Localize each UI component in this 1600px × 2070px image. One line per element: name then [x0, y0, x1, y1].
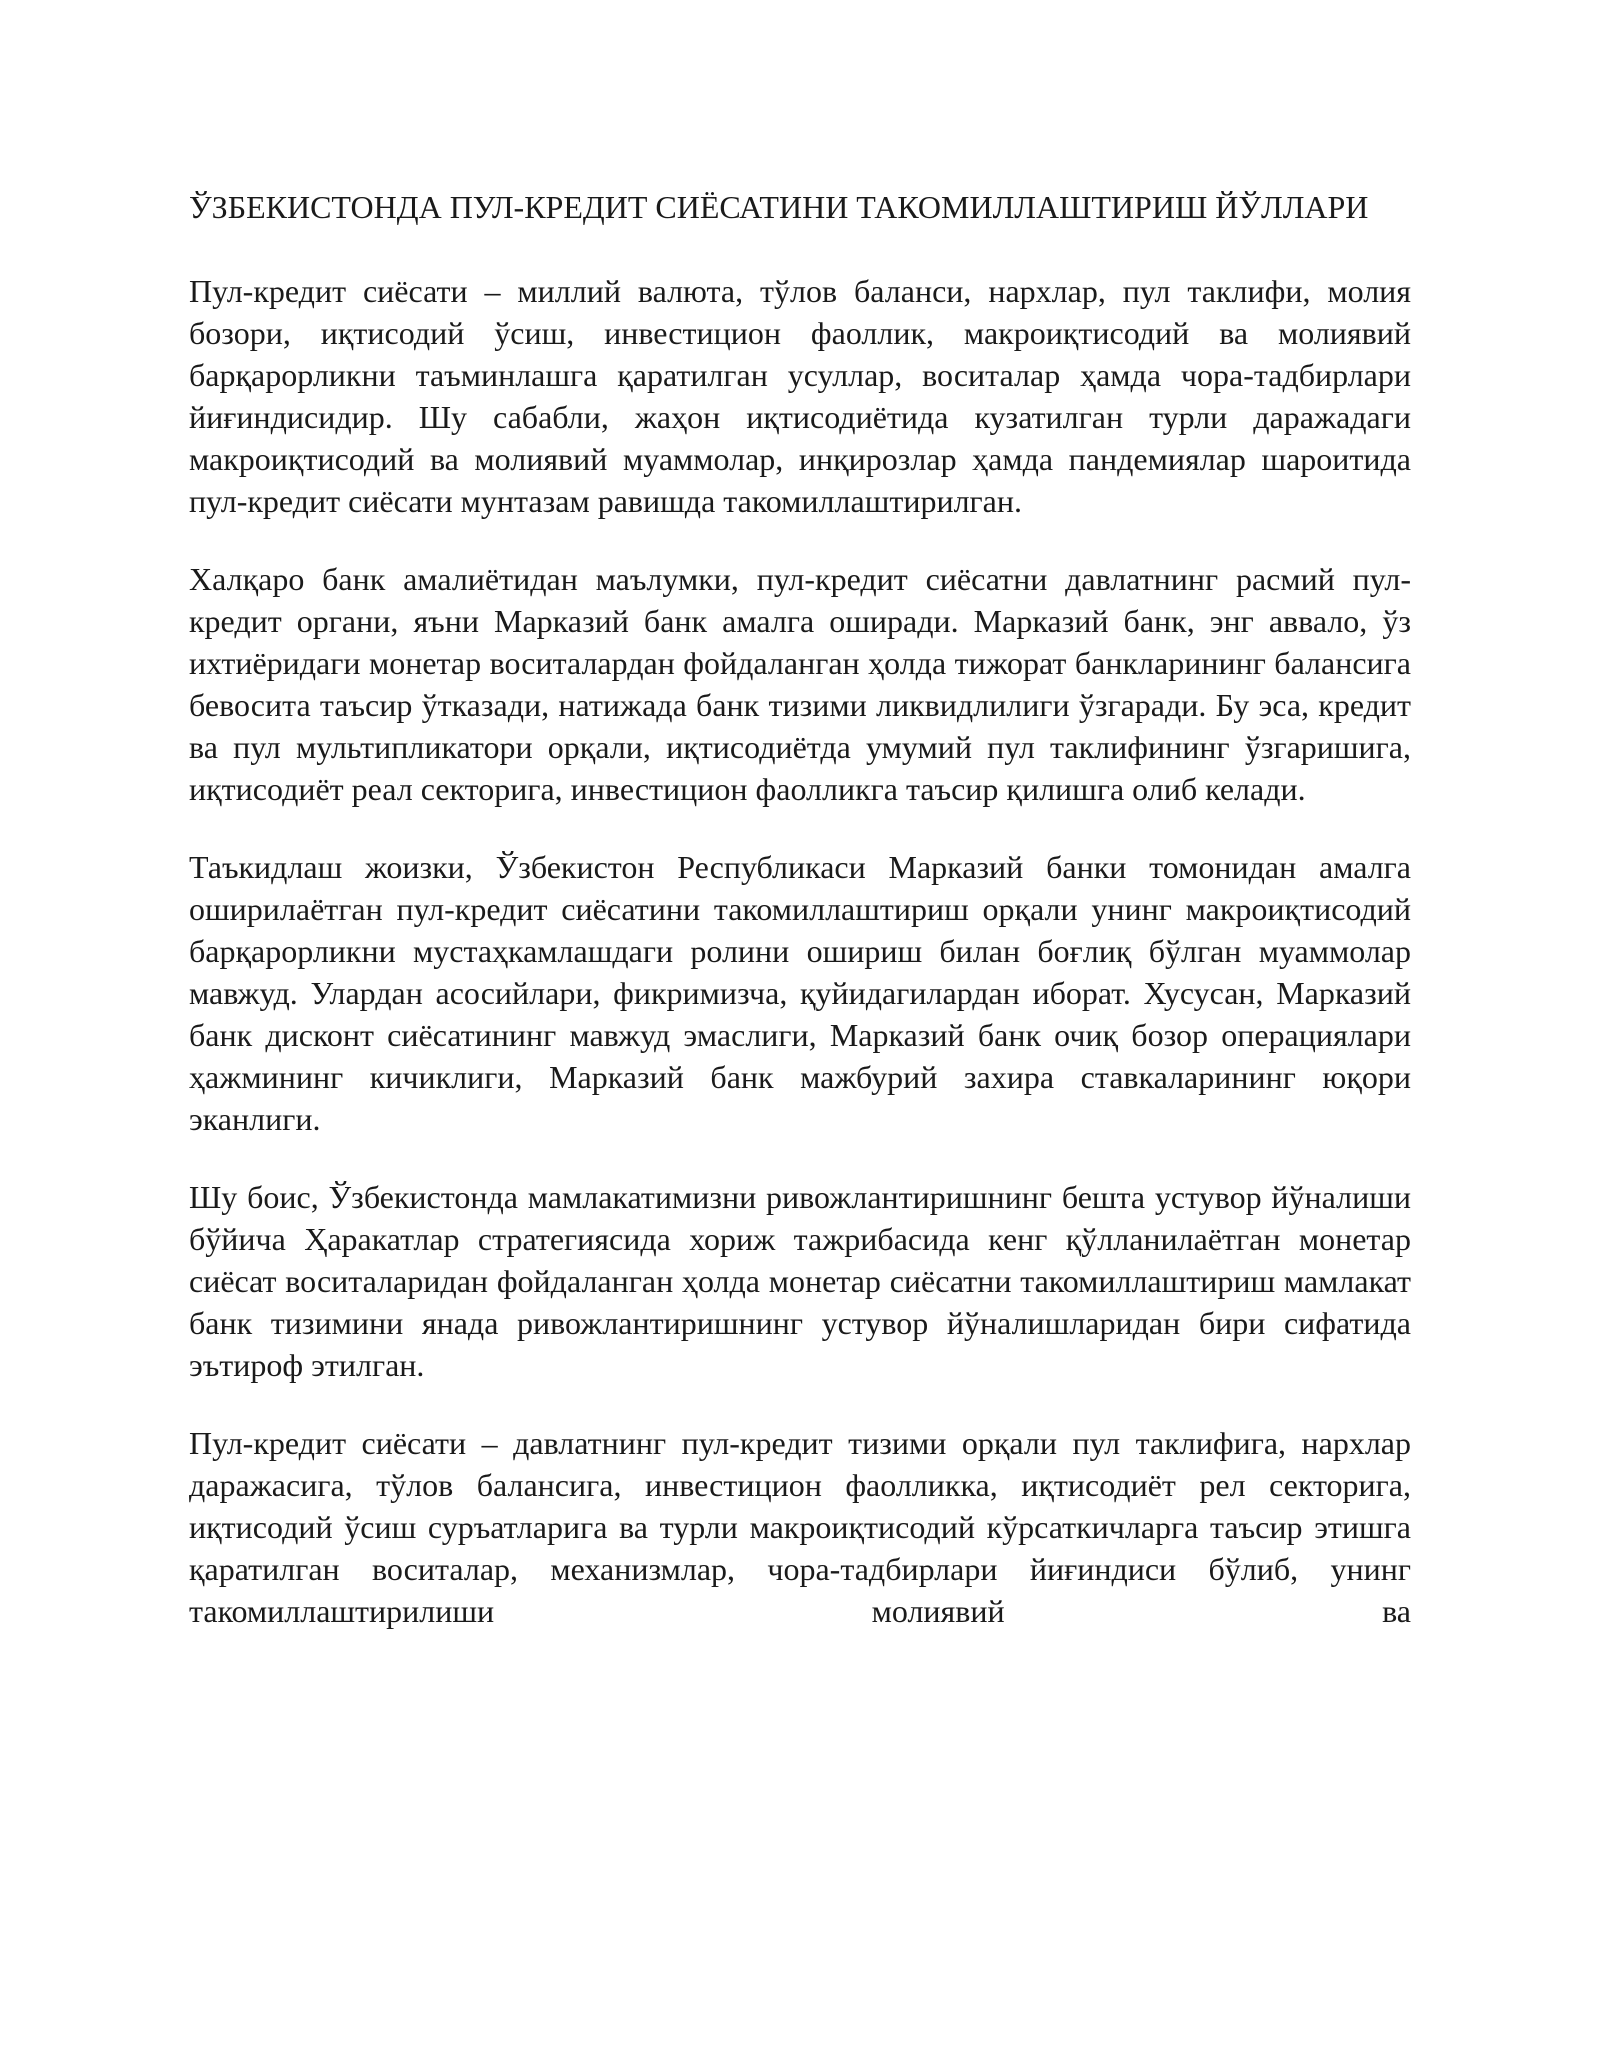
paragraph-4: Шу боис, Ўзбекистонда мамлакатимизни ривожлантиришнинг бешта устувор йўналиши бўйича Ҳаракатлар стратегиясида хориж тажрибасида кенг қўлланилаётган монетар сиёсат воситаларидан фойдаланган ҳолда монетар сиёсатни такомиллаштириш мамлакат банк тизимини янада ривожлантиришнинг устувор йўналишларидан бири сифатида эътироф этилган. [189, 1179, 1411, 1383]
paragraph-3: Таъкидлаш жоизки, Ўзбекистон Республикаси Марказий банки томонидан амалга оширилаётган пул-кредит сиёсатини такомиллаштириш орқали унинг макроиқтисодий барқарорликни мустаҳкамлашдаги ролини ошириш билан боғлиқ бўлган муаммолар мавжуд. Улардан асосийлари, фикримизча, қуйидагилардан иборат. Хусусан, Марказий банк дисконт сиёсатининг мавжуд эмаслиги, Марказий банк очиқ бозор операциялари ҳажмининг кичиклиги, Марказий банк мажбурий захира ставкаларининг юқори эканлиги. [189, 849, 1411, 1137]
document-title: ЎЗБЕКИСТОНДА ПУЛ-КРЕДИТ СИЁСАТИНИ ТАКОМИЛЛАШТИРИШ ЙЎЛЛАРИ [189, 189, 1369, 225]
document-page [189, 186, 1411, 1632]
paragraph-2: Халқаро банк амалиётидан маълумки, пул-кредит сиёсатни давлатнинг расмий пул-кредит органи, яъни Марказий банк амалга оширади. Марказий банк, энг аввало, ўз ихтиёридаги монетар воситалардан фойдаланган ҳолда тижорат банкларининг балансига бевосита таъсир ўтказади, натижада банк тизими ликвидлилиги ўзгаради. Бу эса, кредит ва пул мультипликатори орқали, иқтисодиётда умумий пул таклифининг ўзгаришига, иқтисодиёт реал секторига, инвестицион фаолликга таъсир қилишга олиб келади. [189, 561, 1411, 807]
paragraph-1: Пул-кредит сиёсати – миллий валюта, тўлов баланси, нархлар, пул таклифи, молия бозори, иқтисодий ўсиш, инвестицион фаоллик, макроиқтисодий ва молиявий барқарорликни таъминлашга қаратилган усуллар, воситалар ҳамда чора-тадбирлари йиғиндисидир. Шу сабабли, жаҳон иқтисодиётида кузатилган турли даражадаги макроиқтисодий ва молиявий муаммолар, инқирозлар ҳамда пандемиялар шароитида пул-кредит сиёсати мунтазам равишда такомиллаштирилган. [189, 273, 1411, 519]
paragraph-5: Пул-кредит сиёсати – давлатнинг пул-кредит тизими орқали пул таклифига, нархлар даражасига, тўлов балансига, инвестицион фаолликка, иқтисодиёт рел секторига, иқтисодий ўсиш суръатларига ва турли макроиқтисодий кўрсаткичларга таъсир этишга қаратилган воситалар, механизмлар, чора-тадбирлари йиғиндиси бўлиб, унинг такомиллаштирилиши молиявий ва [189, 1425, 1411, 1629]
